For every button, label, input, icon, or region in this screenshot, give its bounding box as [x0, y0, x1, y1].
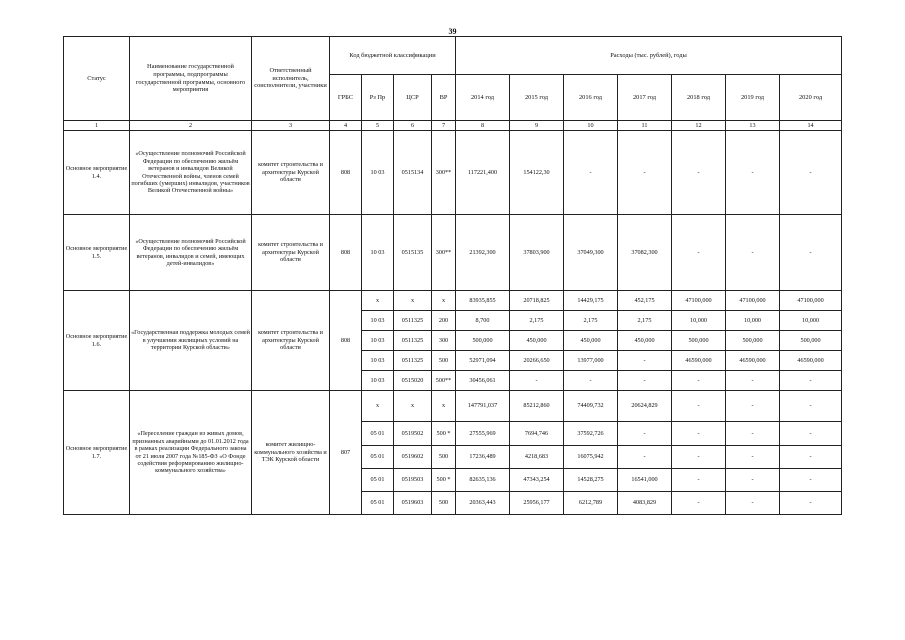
amount-cell: 7694,746: [510, 422, 564, 446]
amount-cell: -: [780, 131, 842, 215]
amount-cell: 13977,000: [564, 351, 618, 371]
grbs-cell: 808: [330, 291, 362, 391]
grbs-cell: 808: [330, 131, 362, 215]
amount-cell: 147791,037: [456, 391, 510, 422]
column-index: 2: [130, 121, 252, 131]
amount-cell: -: [780, 446, 842, 469]
csr-cell: 0511325: [394, 311, 432, 331]
amount-cell: 30456,061: [456, 371, 510, 391]
program-name-cell: «Переселение граждан из живых домов, признанных аварийными до 01.01.2012 года в рамках реализации Федерального закона от 21 июля 2007 года №185-ФЗ «О Фонде содействия реформированию жилищно-коммунального хозяйства»: [130, 391, 252, 515]
amount-cell: 20266,650: [510, 351, 564, 371]
amount-cell: -: [726, 215, 780, 291]
amount-cell: 6212,789: [564, 492, 618, 515]
amount-cell: 8,700: [456, 311, 510, 331]
amount-cell: 46590,000: [726, 351, 780, 371]
header-year-2016: 2016 год: [564, 75, 618, 121]
vr-cell: 500: [432, 492, 456, 515]
amount-cell: -: [618, 131, 672, 215]
grbs-cell: 808: [330, 215, 362, 291]
amount-cell: 500,000: [780, 331, 842, 351]
status-cell: Основное мероприятие 1.5.: [64, 215, 130, 291]
csr-cell: 0511325: [394, 351, 432, 371]
rzpr-cell: 05 01: [362, 422, 394, 446]
header-grbs: ГРБС: [330, 75, 362, 121]
amount-cell: -: [672, 492, 726, 515]
csr-cell: х: [394, 291, 432, 311]
amount-cell: 47100,000: [726, 291, 780, 311]
vr-cell: х: [432, 391, 456, 422]
amount-cell: 37803,900: [510, 215, 564, 291]
amount-cell: 4083,829: [618, 492, 672, 515]
responsible-cell: комитет строительства и архитектуры Курской области: [252, 131, 330, 215]
amount-cell: -: [780, 391, 842, 422]
rzpr-cell: 10 03: [362, 351, 394, 371]
column-index-row: [64, 121, 842, 131]
amount-cell: 37049,300: [564, 215, 618, 291]
amount-cell: 17236,489: [456, 446, 510, 469]
header-year-2020: 2020 год: [780, 75, 842, 121]
column-index: 5: [362, 121, 394, 131]
amount-cell: 46590,000: [672, 351, 726, 371]
rzpr-cell: х: [362, 291, 394, 311]
header-year-2019: 2019 год: [726, 75, 780, 121]
csr-cell: 0519503: [394, 469, 432, 492]
amount-cell: -: [618, 446, 672, 469]
amount-cell: 500,000: [456, 331, 510, 351]
amount-cell: -: [726, 391, 780, 422]
amount-cell: -: [564, 131, 618, 215]
csr-cell: 0519603: [394, 492, 432, 515]
amount-cell: -: [672, 446, 726, 469]
vr-cell: 500: [432, 446, 456, 469]
amount-cell: -: [672, 422, 726, 446]
column-index: 9: [510, 121, 564, 131]
rzpr-cell: 05 01: [362, 469, 394, 492]
amount-cell: -: [780, 371, 842, 391]
amount-cell: -: [618, 351, 672, 371]
amount-cell: 82635,136: [456, 469, 510, 492]
amount-cell: 452,175: [618, 291, 672, 311]
amount-cell: 10,000: [726, 311, 780, 331]
column-index: 12: [672, 121, 726, 131]
amount-cell: 21392,300: [456, 215, 510, 291]
amount-cell: 47343,254: [510, 469, 564, 492]
rzpr-cell: 10 03: [362, 371, 394, 391]
amount-cell: 20624,829: [618, 391, 672, 422]
rzpr-cell: 05 01: [362, 492, 394, 515]
csr-cell: 0511325: [394, 331, 432, 351]
header-year-2014: 2014 год: [456, 75, 510, 121]
amount-cell: 2,175: [510, 311, 564, 331]
amount-cell: -: [780, 215, 842, 291]
table-row: [64, 215, 842, 291]
amount-cell: 25956,177: [510, 492, 564, 515]
amount-cell: 83935,855: [456, 291, 510, 311]
amount-cell: -: [672, 371, 726, 391]
amount-cell: -: [726, 371, 780, 391]
status-cell: Основное мероприятие 1.6.: [64, 291, 130, 391]
column-index: 8: [456, 121, 510, 131]
rzpr-cell: 10 03: [362, 311, 394, 331]
amount-cell: -: [780, 492, 842, 515]
amount-cell: -: [726, 422, 780, 446]
amount-cell: 74409,732: [564, 391, 618, 422]
budget-table: [63, 36, 842, 515]
amount-cell: 154122,30: [510, 131, 564, 215]
amount-cell: -: [726, 492, 780, 515]
amount-cell: 10,000: [672, 311, 726, 331]
header-year-2015: 2015 год: [510, 75, 564, 121]
grbs-cell: 807: [330, 391, 362, 515]
header-year-2018: 2018 год: [672, 75, 726, 121]
header-expenses: Расходы (тыс. рублей), годы: [456, 37, 842, 75]
csr-cell: х: [394, 391, 432, 422]
csr-cell: 0515134: [394, 131, 432, 215]
program-name-cell: «Осуществление полномочий Российской Федерации по обеспечению жильём ветеранов, инвалидов и семей, имеющих детей-инвалидов»: [130, 215, 252, 291]
amount-cell: -: [726, 469, 780, 492]
amount-cell: 500,000: [672, 331, 726, 351]
amount-cell: 47100,000: [780, 291, 842, 311]
amount-cell: 20718,825: [510, 291, 564, 311]
amount-cell: 52971,094: [456, 351, 510, 371]
program-name-cell: «Осуществление полномочий Российской Федерации по обеспечению жильём ветеранов и инвалидов Великой Отечественной войны, членов семей погибших (умерших) инвалидов, участников Великой Отечественной войны»: [130, 131, 252, 215]
amount-cell: -: [726, 446, 780, 469]
rzpr-cell: 05 01: [362, 446, 394, 469]
amount-cell: 2,175: [618, 311, 672, 331]
vr-cell: 500: [432, 351, 456, 371]
amount-cell: -: [672, 131, 726, 215]
amount-cell: 47100,000: [672, 291, 726, 311]
amount-cell: 16541,000: [618, 469, 672, 492]
header-program-name: Наименование государственной программы, подпрограммы государственной программы, основного мероприятия: [130, 37, 252, 121]
amount-cell: -: [780, 422, 842, 446]
amount-cell: 450,000: [564, 331, 618, 351]
amount-cell: 16075,942: [564, 446, 618, 469]
column-index: 4: [330, 121, 362, 131]
amount-cell: -: [618, 422, 672, 446]
amount-cell: 20363,443: [456, 492, 510, 515]
amount-cell: -: [564, 371, 618, 391]
amount-cell: 117221,400: [456, 131, 510, 215]
vr-cell: 300**: [432, 131, 456, 215]
amount-cell: 37592,726: [564, 422, 618, 446]
column-index: 1: [64, 121, 130, 131]
column-index: 13: [726, 121, 780, 131]
csr-cell: 0519602: [394, 446, 432, 469]
column-index: 10: [564, 121, 618, 131]
rzpr-cell: 10 03: [362, 331, 394, 351]
page-number: 39: [448, 27, 457, 36]
amount-cell: 2,175: [564, 311, 618, 331]
amount-cell: 4218,683: [510, 446, 564, 469]
header-csr: ЦСР: [394, 75, 432, 121]
header-vr: ВР: [432, 75, 456, 121]
responsible-cell: комитет жилищно-коммунального хозяйства и ТЭК Курской области: [252, 391, 330, 515]
table-row: [64, 391, 842, 422]
rzpr-cell: х: [362, 391, 394, 422]
vr-cell: х: [432, 291, 456, 311]
header-rzpr: Рз Пр: [362, 75, 394, 121]
amount-cell: -: [510, 371, 564, 391]
header-budget-code: Код бюджетной классификации: [330, 37, 456, 75]
rzpr-cell: 10 03: [362, 215, 394, 291]
program-name-cell: «Государственная поддержка молодых семей в улучшении жилищных условий на территории Курской области»: [130, 291, 252, 391]
amount-cell: 46590,000: [780, 351, 842, 371]
amount-cell: 500,000: [726, 331, 780, 351]
amount-cell: 450,000: [618, 331, 672, 351]
status-cell: Основное мероприятие 1.7.: [64, 391, 130, 515]
column-index: 7: [432, 121, 456, 131]
amount-cell: 14528,275: [564, 469, 618, 492]
header-status: Статус: [64, 37, 130, 121]
amount-cell: -: [618, 371, 672, 391]
amount-cell: 450,000: [510, 331, 564, 351]
column-index: 6: [394, 121, 432, 131]
amount-cell: 27555,969: [456, 422, 510, 446]
amount-cell: 10,000: [780, 311, 842, 331]
vr-cell: 500**: [432, 371, 456, 391]
status-cell: Основное мероприятие 1.4.: [64, 131, 130, 215]
table-row: [64, 291, 842, 311]
amount-cell: -: [780, 469, 842, 492]
csr-cell: 0515135: [394, 215, 432, 291]
amount-cell: -: [726, 131, 780, 215]
responsible-cell: комитет строительства и архитектуры Курской области: [252, 215, 330, 291]
vr-cell: 500 *: [432, 469, 456, 492]
vr-cell: 300: [432, 331, 456, 351]
vr-cell: 300**: [432, 215, 456, 291]
responsible-cell: комитет строительства и архитектуры Курской области: [252, 291, 330, 391]
rzpr-cell: 10 03: [362, 131, 394, 215]
vr-cell: 200: [432, 311, 456, 331]
amount-cell: 85212,860: [510, 391, 564, 422]
amount-cell: -: [672, 391, 726, 422]
csr-cell: 0519502: [394, 422, 432, 446]
column-index: 14: [780, 121, 842, 131]
amount-cell: 37082,300: [618, 215, 672, 291]
amount-cell: -: [672, 215, 726, 291]
amount-cell: 14429,175: [564, 291, 618, 311]
csr-cell: 0515020: [394, 371, 432, 391]
header-responsible: Ответственный исполнитель, соисполнители, участники: [252, 37, 330, 121]
vr-cell: 500 *: [432, 422, 456, 446]
column-index: 11: [618, 121, 672, 131]
header-year-2017: 2017 год: [618, 75, 672, 121]
column-index: 3: [252, 121, 330, 131]
table-row: [64, 131, 842, 215]
amount-cell: -: [672, 469, 726, 492]
